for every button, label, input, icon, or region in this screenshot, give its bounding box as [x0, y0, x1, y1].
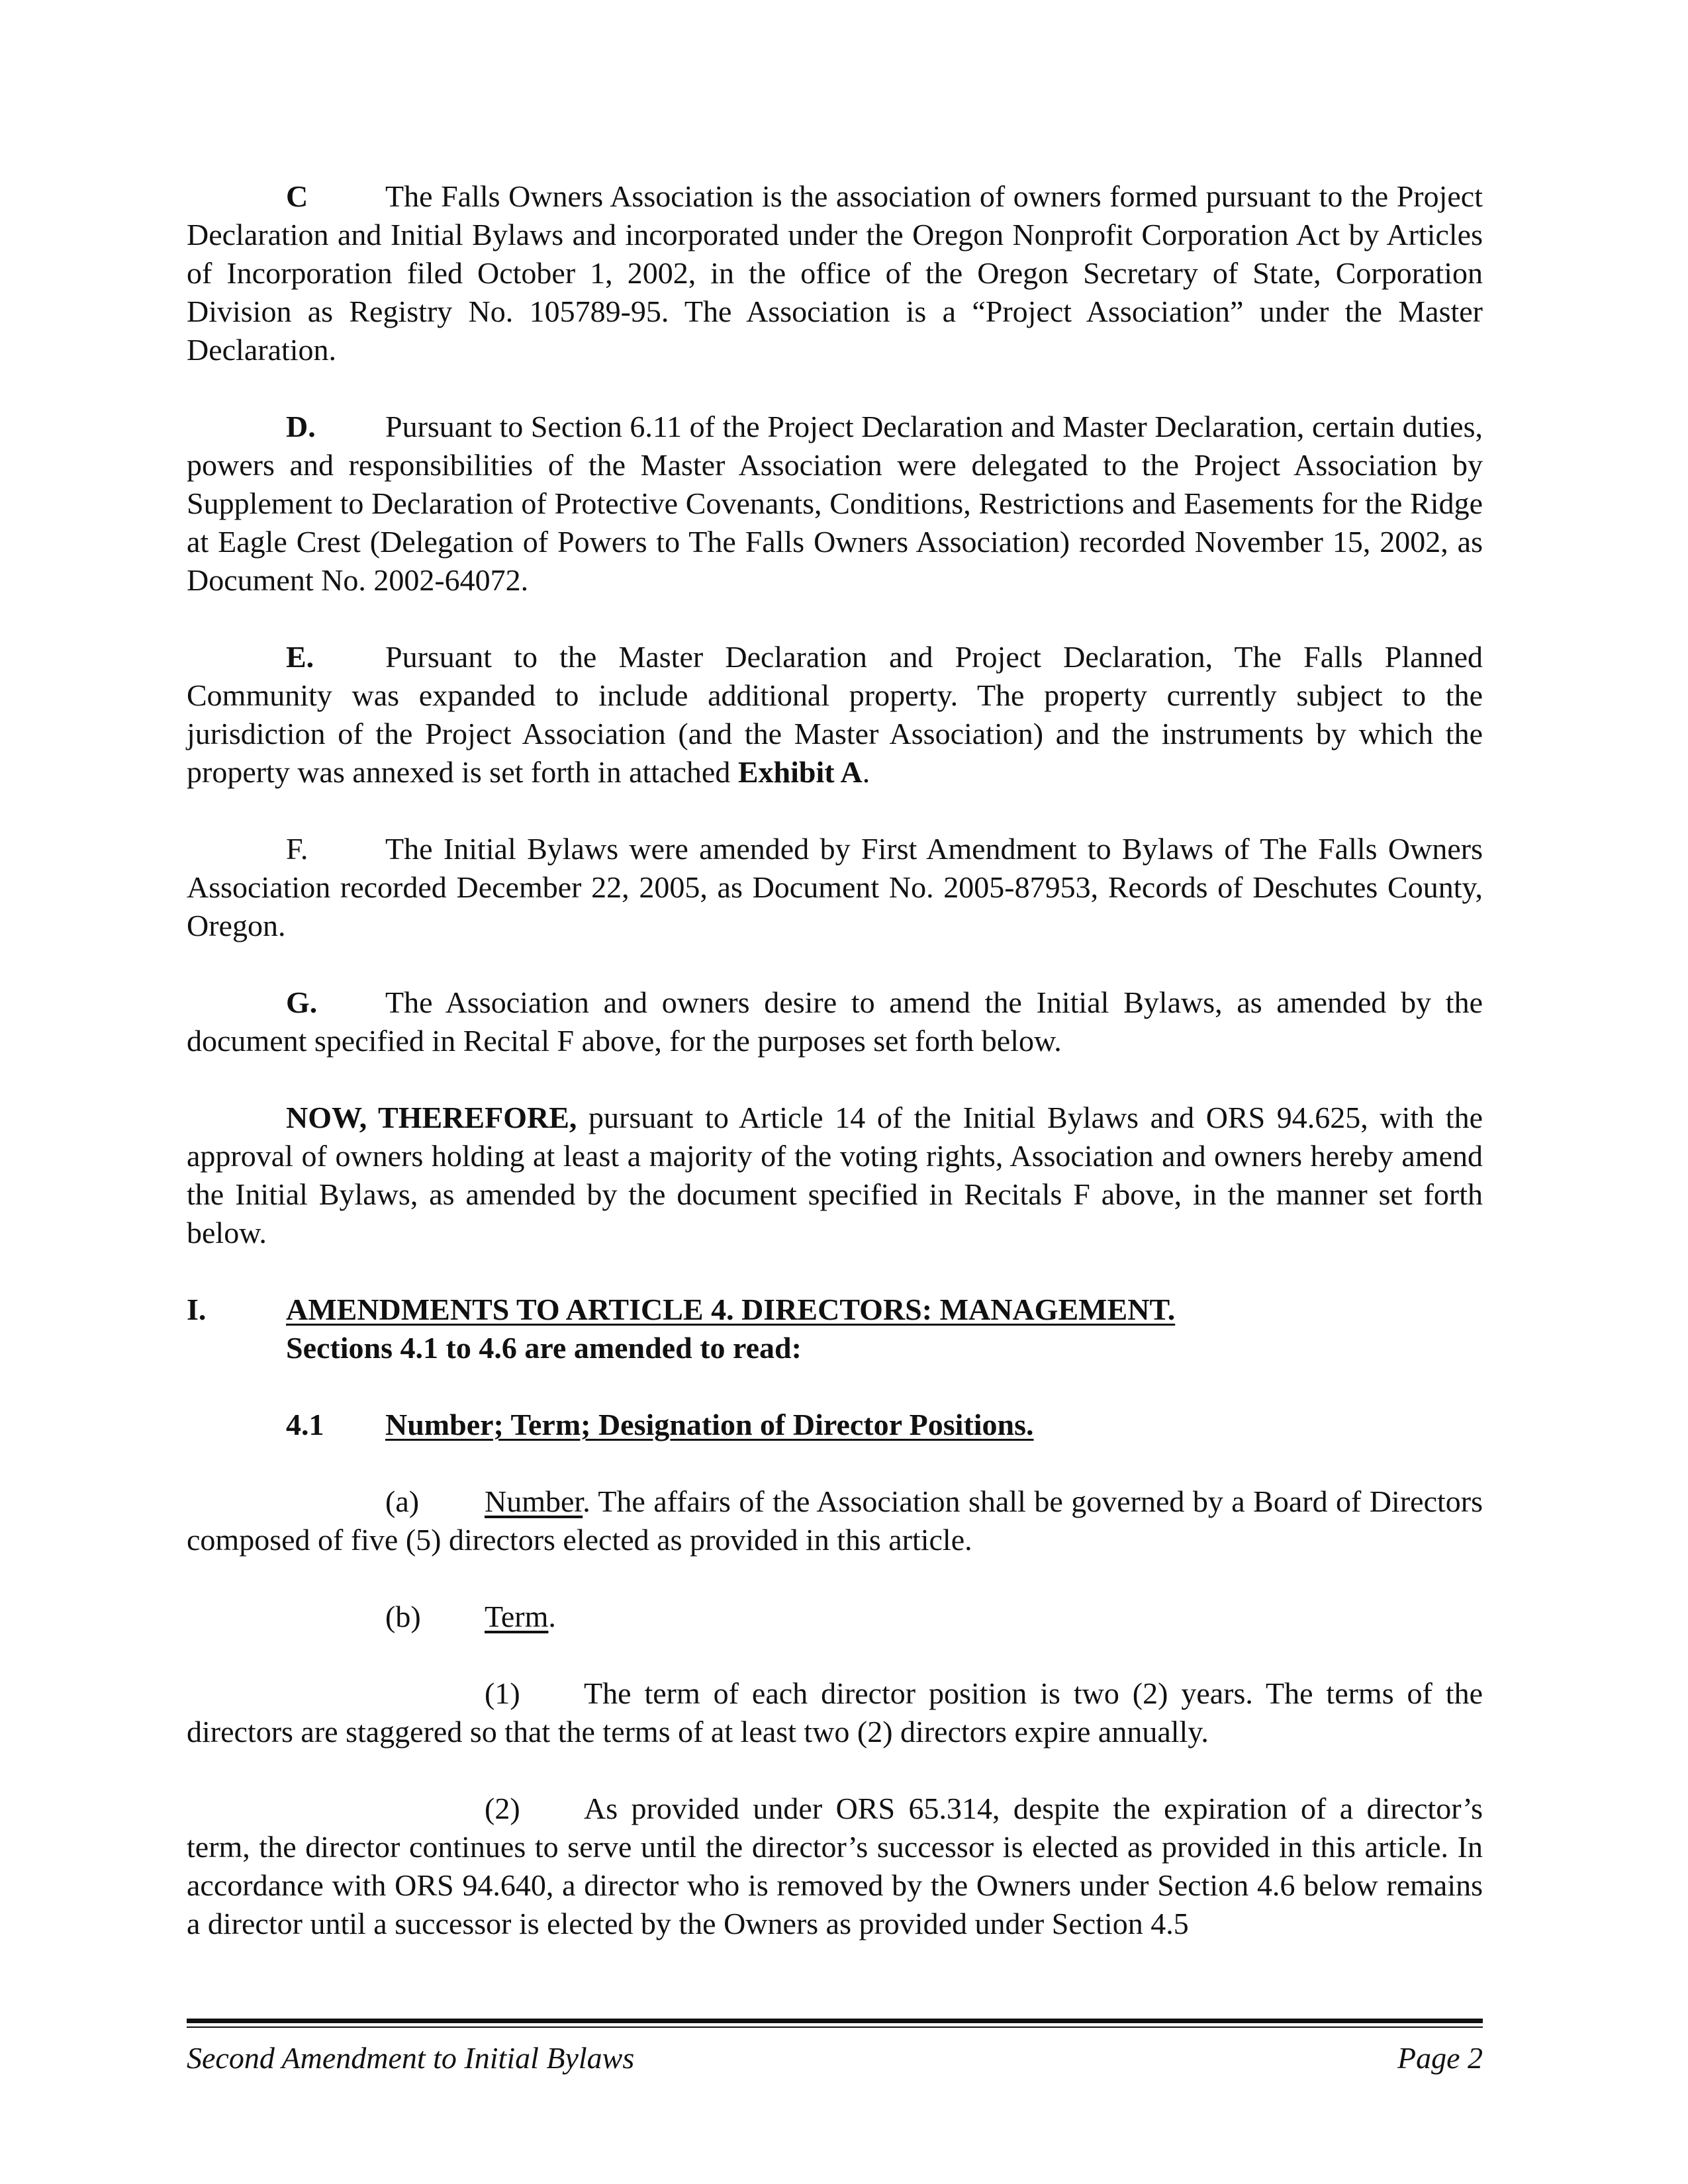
section-title: AMENDMENTS TO ARTICLE 4. DIRECTORS: MANAGEMENT. [286, 1293, 1176, 1326]
now-therefore-clause [187, 1099, 1483, 1252]
recital-f [187, 830, 1483, 945]
item-heading: Term [485, 1600, 549, 1633]
recital-c [187, 177, 1483, 369]
item-text: . The affairs of the Association shall be governed by a Board of Directors composed of five (5) directors elected as provided in this article. [187, 1484, 1483, 1557]
recital-tail: . [862, 755, 870, 789]
recital-text: The Initial Bylaws were amended by First Amendment to Bylaws of The Falls Owners Association recorded December 22, 2005, as Document No. 2005-87953, Records of Deschutes County, Oregon. [187, 832, 1483, 942]
item-label: (2) [485, 1792, 520, 1825]
recital-label: D. [286, 410, 316, 443]
subsection-number: 4.1 [286, 1408, 324, 1441]
page-footer [187, 2040, 1483, 2077]
now-therefore-text: pursuant to Article 14 of the Initial Bylaws and ORS 94.625, with the approval of owners holding at least a majority of the voting rights, Association and owners hereby amend the Initial Bylaws, as amended by the document specified in Recitals F above, in the manner set forth below. [187, 1101, 1483, 1250]
recital-label: G. [286, 985, 318, 1019]
item-b2 [187, 1790, 1483, 1943]
item-b1 [187, 1674, 1483, 1751]
item-b-term [187, 1598, 1483, 1636]
item-text: As provided under ORS 65.314, despite the expiration of a director’s term, the director continues to serve until the director’s successor is elected as provided in this article. In accordance with ORS 94.640, a director who is removed by the Owners under Section 4.6 below remains a director until a successor is elected by the Owners as provided under Section 4.5 [187, 1792, 1483, 1940]
recital-text: Pursuant to the Master Declaration and Project Declaration, The Falls Planned Community was expanded to include additional property. The property currently subject to the jurisdiction of the Project Association (and the Master Association) and the instruments by which the property was annexed is set forth in attached [187, 640, 1483, 789]
recital-label: C [286, 179, 308, 213]
recital-label: E. [286, 640, 314, 674]
recital-d [187, 408, 1483, 600]
document-body [187, 177, 1483, 1943]
recital-g [187, 983, 1483, 1060]
item-label: (a) [385, 1484, 420, 1518]
section-4-1-heading [286, 1406, 1483, 1444]
item-label: (b) [385, 1600, 421, 1633]
recital-text: The Falls Owners Association is the association of owners formed pursuant to the Project Declaration and Initial Bylaws and incorporated under the Oregon Nonprofit Corporation Act by Articles of Incorporation filed October 1, 2002, in the office of the Oregon Secretary of State, Corporation Division as Registry No. 105789-95. The Association is a “Project Association” under the Master Declaration. [187, 179, 1483, 367]
footer-rule [187, 2019, 1483, 2023]
recital-text: The Association and owners desire to amend the Initial Bylaws, as amended by the document specified in Recital F above, for the purposes set forth below. [187, 985, 1483, 1058]
section-number: I. [187, 1293, 207, 1326]
section-subtitle: Sections 4.1 to 4.6 are amended to read: [286, 1331, 802, 1365]
recital-text: Pursuant to Section 6.11 of the Project Declaration and Master Declaration, certain duties, powers and responsibilities of the Master Association were delegated to the Project Association by Supplement to Declaration of Protective Covenants, Conditions, Restrictions and Easements for the Ridge at Eagle Crest (Delegation of Powers to The Falls Owners Association) recorded November 15, 2002, as Document No. 2002-64072. [187, 410, 1483, 597]
item-label: (1) [485, 1676, 520, 1710]
footer-document-title: Second Amendment to Initial Bylaws [187, 2041, 635, 2075]
item-heading: Number [485, 1484, 583, 1518]
exhibit-reference: Exhibit A [737, 755, 863, 789]
section-i-heading [187, 1291, 1483, 1367]
subsection-title: Number; Term; Designation of Director Positions. [385, 1408, 1034, 1441]
item-tail: . [548, 1600, 556, 1633]
footer-page-number: Page 2 [1397, 2041, 1483, 2075]
item-a-number [187, 1482, 1483, 1559]
footer-rule-thin [187, 2026, 1483, 2028]
recital-e [187, 638, 1483, 792]
recital-label: F. [286, 832, 308, 866]
now-therefore-lead: NOW, THEREFORE, [286, 1101, 577, 1134]
item-text: The term of each director position is two (2) years. The terms of the directors are staggered so that the terms of at least two (2) directors expire annually. [187, 1676, 1483, 1749]
